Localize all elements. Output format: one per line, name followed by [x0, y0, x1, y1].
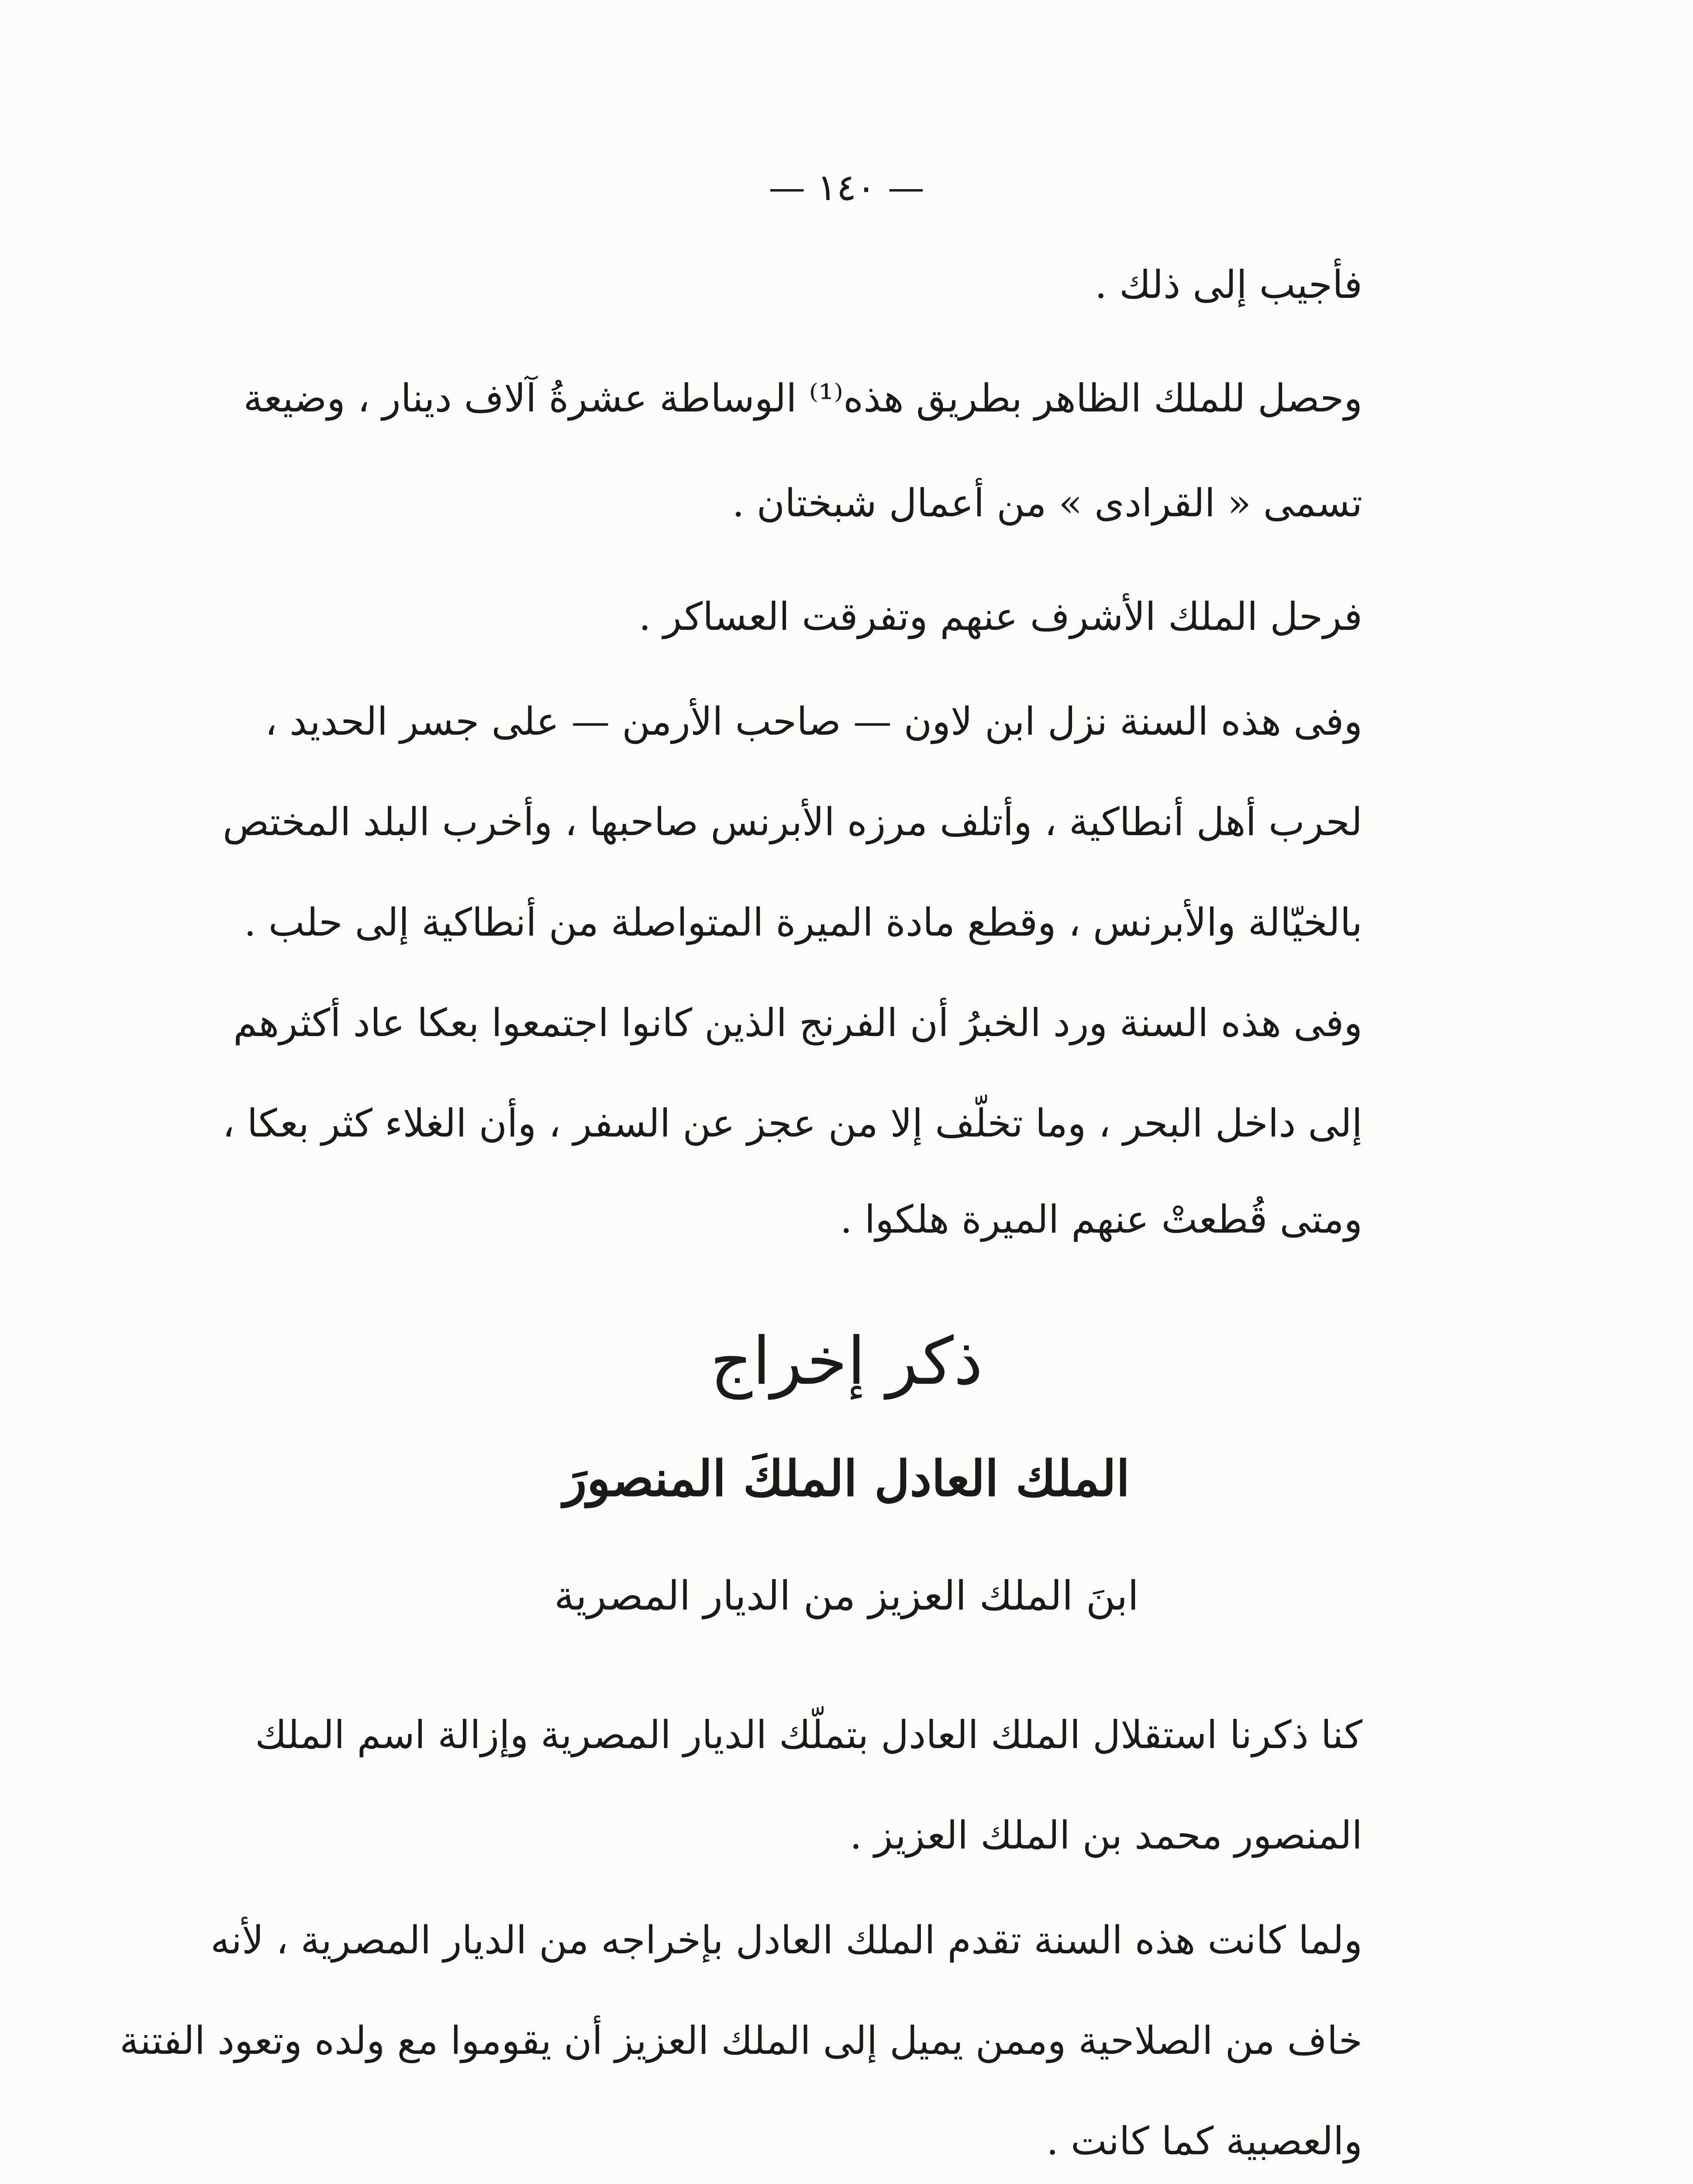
text-line: المنصور محمد بن الملك العزيز .: [849, 1813, 1362, 1858]
text-line: إلى داخل البحر ، وما تخلّف إلا من عجز عن السفر ، وأن الغلاء كثر بعكا ،: [222, 1101, 1362, 1146]
text-line: كنا ذكرنا استقلال الملك العادل بتملّك الديار المصرية وإزالة اسم الملك: [255, 1712, 1362, 1757]
page-number: — ١٤٠ —: [769, 166, 924, 209]
text-line: فأجيب إلى ذلك .: [1095, 262, 1362, 307]
text-line: وحصل للملك الظاهر بطريق هذه⁽¹⁾ الوساطة عشرةُ آلاف دينار ، وضيعة: [243, 376, 1362, 421]
section-subtitle-2: ابنَ الملك العزيز من الديار المصرية: [554, 1572, 1139, 1619]
text-line: تسمى « القرادى » من أعمال شبختان .: [732, 480, 1362, 525]
text-line: فرحل الملك الأشرف عنهم وتفرقت العساكر .: [638, 594, 1362, 639]
text-line: والعصبية كما كانت .: [1046, 2118, 1362, 2163]
text-line: لحرب أهل أنطاكية ، وأتلف مرزه الأبرنس صاحبها ، وأخرب البلد المختص: [223, 799, 1362, 844]
text-line: بالخيّالة والأبرنس ، وقطع مادة الميرة المتواصلة من أنطاكية إلى حلب .: [244, 900, 1362, 945]
text-line: خاف من الصلاحية وممن يميل إلى الملك العزيز أن يقوموا مع ولده وتعود الفتنة: [119, 2018, 1362, 2063]
text-line: وفى هذه السنة نزل ابن لاون — صاحب الأرمن — على جسر الحديد ،: [265, 699, 1362, 744]
text-line: وفى هذه السنة ورد الخبرُ أن الفرنج الذين كانوا اجتمعوا بعكا عاد أكثرهم: [233, 1000, 1362, 1045]
section-title: ذكر إخراج: [710, 1324, 983, 1400]
text-line: ومتى قُطعتْ عنهم الميرة هلكوا .: [840, 1197, 1362, 1242]
section-subtitle: الملك العادل الملكَ المنصورَ: [563, 1450, 1130, 1507]
text-line: ولما كانت هذه السنة تقدم الملك العادل بإخراجه من الديار المصرية ، لأنه: [210, 1918, 1362, 1963]
